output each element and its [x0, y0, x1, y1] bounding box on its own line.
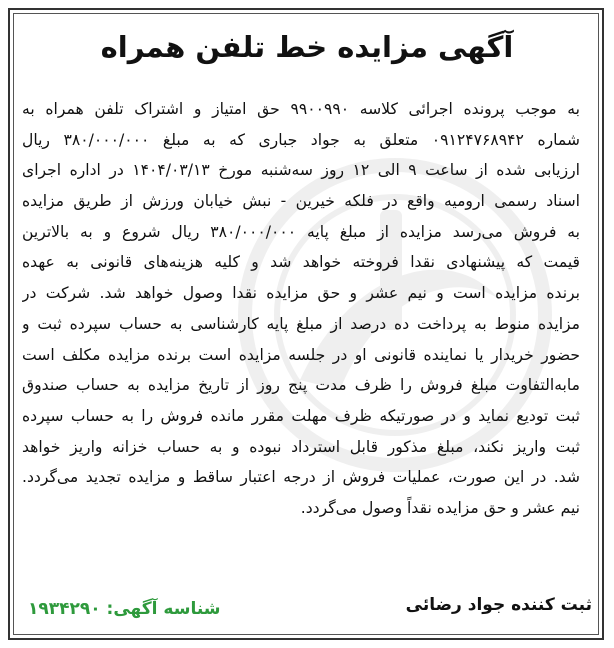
body-line: حضور خریدار یا نماینده قانونی او در جلسه مزایده است برنده مزایده مکلف است — [22, 345, 580, 364]
body-line: برنده مزایده است و نیم عشر و حق مزایده نقدا وصول خواهد شد. شرکت در — [22, 284, 580, 303]
body-line: مابه‌التفاوت مبلغ فروش را ظرف مدت پنج روز از تاریخ مزایده به حساب صندوق — [22, 376, 580, 395]
body-line: ثبت تودیع نماید و در صورتیکه ظرف مهلت مقرر مانده فروش را به حساب سپرده — [22, 406, 580, 425]
body-line: ثبت واریز نکند، مبلغ مذکور قابل استرداد نبوده و به حساب خزانه واریز خواهد — [22, 437, 580, 456]
body-line: ارزیابی شده از ساعت ۹ الی ۱۲ روز سه‌شنبه مورخ ۱۴۰۴/۰۳/۱۳ در اداره اجرای — [22, 161, 580, 180]
body-line: شد. در این صورت، عملیات فروش از درجه اعتبار ساقط و مزایده تجدید می‌گردد. — [22, 468, 580, 487]
ad-id: شناسه آگهی: ۱۹۳۴۲۹۰ — [28, 599, 221, 619]
ad-body — [22, 94, 580, 586]
signer-name: ثبت کننده جواد رضائی — [405, 595, 592, 615]
body-line: قیمت که پیشنهادی نقدا فروخته خواهد شد و کلیه هزینه‌های قانونی به عهده — [22, 253, 580, 272]
body-line: شماره ۰۹۱۲۴۷۶۸۹۴۲ متعلق به جواد جباری که به مبلغ ۳۸۰/۰۰۰/۰۰۰ ریال — [22, 130, 580, 149]
body-line: به فروش می‌رسد مزایده از مبلغ پایه ۳۸۰/۰۰۰/۰۰۰ ریال شروع و به بالاترین — [22, 222, 580, 241]
body-line: به موجب پرونده اجرائی کلاسه ۹۹۰۰۹۹۰ حق امتیاز و اشتراک تلفن همراه به — [22, 100, 580, 118]
body-line: اسناد رسمی ارومیه واقع در فلکه خیرین - نبش خیابان ورزش از طریق مزایده — [22, 192, 580, 211]
body-line: مزایده منوط به پرداخت ده درصد از مبلغ پایه کارشناسی به حساب سپرده ثبت و — [22, 314, 580, 333]
body-line: نیم عشر و حق مزایده نقداً وصول می‌گردد. — [300, 498, 580, 517]
ad-title: آگهی مزایده خط تلفن همراه — [100, 30, 514, 64]
